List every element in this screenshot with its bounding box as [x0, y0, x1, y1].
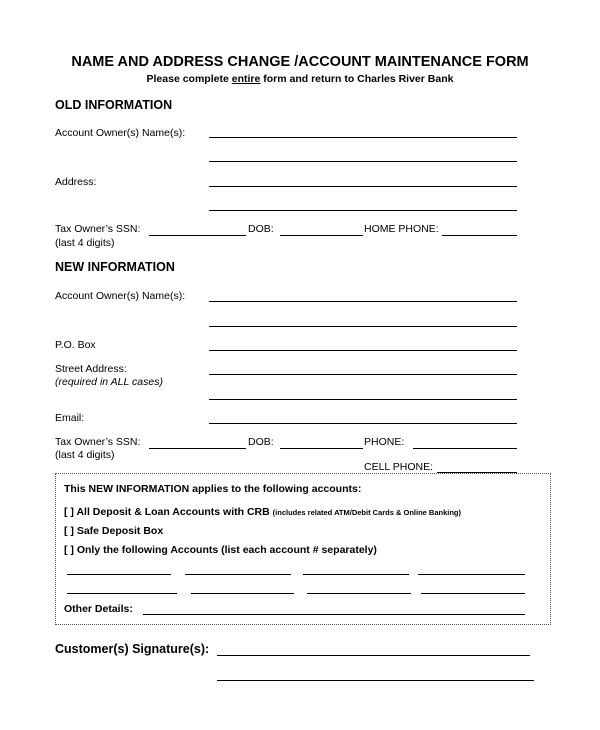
account-line-2[interactable] [185, 574, 291, 575]
signature-line-1[interactable] [217, 655, 530, 656]
old-address-label: Address: [55, 176, 97, 188]
other-details-label: Other Details: [64, 603, 133, 615]
new-po-box-line[interactable] [209, 350, 517, 351]
old-ssn-line[interactable] [149, 235, 246, 236]
new-dob-label: DOB: [248, 436, 274, 448]
old-owner-line-2[interactable] [209, 161, 517, 162]
new-street-label: Street Address: [55, 363, 127, 375]
new-street-note: (required in ALL cases) [55, 376, 163, 388]
account-line-1[interactable] [67, 574, 171, 575]
old-address-line-2[interactable] [209, 210, 517, 211]
new-email-line[interactable] [209, 423, 517, 424]
new-owner-line-1[interactable] [209, 301, 517, 302]
option-all-main: [ ] All Deposit & Loan Accounts with CRB [64, 506, 270, 518]
signature-line-2[interactable] [217, 680, 534, 681]
new-info-heading: NEW INFORMATION [55, 260, 175, 274]
other-details-line[interactable] [143, 614, 525, 615]
new-street-line-2[interactable] [209, 399, 517, 400]
new-ssn-line[interactable] [149, 448, 246, 449]
accounts-intro-pre: This [64, 483, 89, 495]
new-ssn-label: Tax Owner’s SSN: [55, 436, 141, 448]
account-line-6[interactable] [191, 593, 294, 594]
accounts-intro-post: applies to the following accounts: [189, 483, 362, 495]
subtitle-emphasis: entire [231, 73, 261, 85]
subtitle-post: form and return to Charles River Bank [260, 73, 454, 85]
account-line-8[interactable] [421, 593, 525, 594]
old-dob-line[interactable] [280, 235, 363, 236]
option-all-note: (includes related ATM/Debit Cards & Online Banking) [272, 508, 462, 517]
option-safe-deposit[interactable]: [ ] Safe Deposit Box [64, 525, 164, 537]
new-dob-line[interactable] [280, 448, 363, 449]
account-line-3[interactable] [303, 574, 409, 575]
new-po-box-label: P.O. Box [55, 339, 96, 351]
old-info-heading: OLD INFORMATION [55, 98, 173, 112]
old-address-line-1[interactable] [209, 186, 517, 187]
old-owner-line-1[interactable] [209, 137, 517, 138]
account-line-4[interactable] [418, 574, 525, 575]
new-ssn-sublabel: (last 4 digits) [55, 449, 115, 461]
account-line-5[interactable] [67, 593, 177, 594]
old-home-phone-label: HOME PHONE: [364, 223, 439, 235]
new-phone-label: PHONE: [364, 436, 405, 448]
subtitle-pre: Please complete [146, 73, 232, 85]
new-street-line-1[interactable] [209, 374, 517, 375]
old-owner-label: Account Owner(s) Name(s): [55, 127, 186, 139]
new-email-label: Email: [55, 412, 85, 424]
new-cell-phone-label: CELL PHONE: [364, 461, 434, 473]
signature-label: Customer(s) Signature(s): [55, 642, 210, 656]
account-line-7[interactable] [307, 593, 411, 594]
option-all-accounts[interactable] [64, 506, 461, 518]
accounts-intro [64, 483, 361, 495]
old-ssn-sublabel: (last 4 digits) [55, 237, 115, 249]
option-only-following[interactable]: [ ] Only the following Accounts (list each account # separately) [64, 544, 377, 556]
form-subtitle [0, 73, 600, 85]
old-home-phone-line[interactable] [442, 235, 517, 236]
accounts-intro-bold: NEW INFORMATION [88, 483, 190, 495]
old-dob-label: DOB: [248, 223, 274, 235]
new-owner-label: Account Owner(s) Name(s): [55, 290, 186, 302]
new-owner-line-2[interactable] [209, 326, 517, 327]
form-title: NAME AND ADDRESS CHANGE /ACCOUNT MAINTENANCE FORM [71, 54, 529, 70]
old-ssn-label: Tax Owner’s SSN: [55, 223, 141, 235]
new-phone-line[interactable] [413, 448, 517, 449]
